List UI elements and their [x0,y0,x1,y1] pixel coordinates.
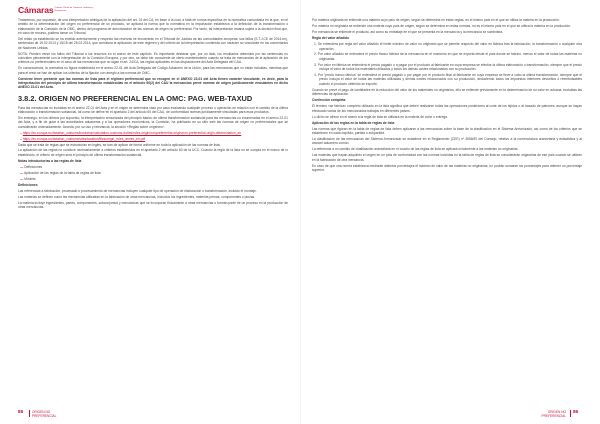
paragraph: En consecuencia, la normativa no figura establecida en el anexo 22-01 del Acta Delegada del Código Aduanero de la Unión, para las mercancías que no están incluidas, mientras que para el resto se han de aplicar los criterios de la fijación con arreglo a las normas de OMC. [18,66,288,75]
list-item: — Aplicación de las reglas de la tabla de reglas de lista [20,171,101,176]
dash-icon: — [20,165,24,170]
taxud-link[interactable]: https://ec.europa.eu/taxation_customs/business/calculation-customs-duties/rules-origin/nonpreferential-origin/non-preferential-origin-determination_en [22,130,242,135]
paragraph: Dada que se trata de reglas que se estructuran en inglés, se han de aplicar de forma uniforme en toda la aplicación de las normas de lista. [18,142,221,147]
subheading: Definiciones [18,183,38,188]
list-item: — Mínimis [20,176,36,181]
paragraph: NOTA: Pueden verse los fallos del Tribunal a los recursos en el anexo de este capítulo. Es importante destacar que, por un lado, los resultados obtenidos por las sentencias no coinciden plenamente con la interpretación de la Comisión Europea, y por otro, se debe ser consciente de cierto mantenimiento cuando se trata de mercancías de la aplicación de los criterios no preferenciales en el caso de las mercancías que no sigan el art. 24/CA, las reglas aplicables en las disposiciones del Acta Delegada del CAU. [18,51,288,65]
subheading: Confección completa [312,98,346,103]
left-column [18,18,288,211]
numbered-item: 2. Por valor añadido se entenderá el precio franco fábrica de la mercancía en el momento en que se exporta desde el país donde se fabricó, menos el valor de todas las materias no originarias. [314,52,582,61]
footer-divider [29,410,30,417]
brand-name: Cámaras [18,4,54,15]
numbered-item: 3. Por valor en fábrica se entenderá el precio pagado o a pagar por el producto al fabricante en cuya empresa se efectúe la última elaboración o transformación, siempre que el precio incluya el valor de todos los materiales utilizados y todos los demás costes relacionados con su producción. [314,62,582,72]
footer-label: ORIGEN NO PREFERENCIAL [541,410,566,418]
paragraph: Las materias que hayan adquirido el origen en un país de conformidad con las normas incluidas en la tabla de reglas de lista se considerarán originarias de ese país cuando se utilicen en la fabricación de otra mercancía. [312,153,582,162]
paragraph: La clasificación de las mercancías del Sistema Armonizado se establece en el Reglamento (CEE) nº 2658/87 del Consejo, relativo a la nomenclatura arancelaria y estadística y al arancel aduanero común. [312,137,582,146]
page-number: 86 [573,410,579,415]
paragraph: Las referencias a fabricación, procesado o procesamiento de mercancías incluyen cualquier tipo de operación de elaboración o transformación, incluido el montaje. [18,189,257,194]
right-column [312,18,582,174]
paragraph: Las normas que figuran en la tabla de reglas de lista deben aplicarse a las mercancías sobre la base de la clasificación en el Sistema Armonizado, así como de los criterios que se establecen en cada capítulo, partida o subpartida. [312,126,582,136]
paragraph: La referencia a un cambio de clasificación arancelaria en el cuadro de las reglas de lista se aplicará únicamente a las materias no originarias. [312,147,519,152]
annex-pdf-link[interactable]: https://ec.europa.eu/taxation_customs/sites/taxation/files/origin_rules_annex_en.pdf [22,136,146,141]
paragraph: Lo dicho se ofrece en el anexo a la regla de lista se utilizará en la materia de corte o entrega. [312,114,448,119]
page-number: 85 [18,410,24,415]
paragraph: Del relato ya establecido se ha emitido anteriormente y respecto las reservas se encuentran en el Tribunal de Justicia de las comunidades europeas: sus fallos (S.T.J.CE de 2014-en), sentencias de 15.02.2013 y 15/18 del 25.02.2014, que cuestiona la aplicación de este régimen y del criterio de la interpretación contenida con carácter no vinculante en los comentarios de Naciones Unidas. [18,36,288,50]
brand-tagline: Cámara Oficial de Comercio, Industria y Navegación [54,7,94,12]
numbered-item: 1. Se entenderá por regla del valor añadido el límite máximo de valor no originario que se permite respecto del valor en fábrica tras la fabricación, la transformación o cualquier otra operación. [314,42,582,51]
footer-divider [570,410,571,417]
bullet-icon: – [20,130,22,135]
paragraph: Para las mercancías no incluidas en el anexo 22-01 del Acta y en el origen se determina caso por caso evaluando cualquier proceso u operación en relación con el cambio de la última elaboración o transformación sustancial, tal como se define en el apartado 2 del artículo 60 del CAU, de conformidad normas jurídicamente vinculadas para esos productos. [18,105,288,115]
section-title: 3.8.2. ORIGEN NO PREFERENCIAL EN LA OMC: PAG. WEB-TAXUD [18,93,253,103]
paragraph: La aplicación de las reglas no conduce necesariamente a criterios establecidos en el apartado 2 del artículo 60 de la UCC. Cuando la regla de la lista no se cumpla en el marco de lo establecido, el criterio de origen será el principio de última transformación sustancial. [18,148,288,157]
camaras-logo [18,4,95,15]
paragraph: El término «se fabrica» completo utilizado en la lista significa que deben realizarse todas las operaciones posteriores al corte de los tejidos o al trazado de patrones, aunque se hayan efectuado varios de los mencionados trabajos en diferentes países. [312,104,582,113]
subheading: Aplicación de las reglas en la tabla de reglas de lista [312,120,395,125]
paragraph-emphasis: Conviene tener presente que las normas de lista para el régimen preferencial que se recogen en el ANEXO 22-01 del Acta tienen carácter vinculante, es decir, para la interpretación del principio de última transformación establecidas en el artículo 60(2) del CAU la mercancías prevé normas de origen jurídicamente vinculantes en dicho ANEXO 22-01 del Acta. [18,76,288,90]
list-item: — Definiciones [20,165,43,170]
paragraph: Las materias se definen como las mercancías utilizadas en la fabricación de otras mercancías, incluidos los ingredientes, materias primas, componentes o piezas. [18,195,256,200]
right-page [300,0,600,424]
paragraph: Trataremos, por supuesto, de una interpretación ambigua de la aplicación del art. 24 del CA, en base a la cual, a falta de norma específica en la normativa comunitaria en la que, en el ámbito de la determinación del origen no preferencial de un producto, se aplicará la norma que la normativa en la importación establezca a la definición de la transformación o elaboración de la Comisión de la OMC, dentro del programa de armonización de las normas de origen no preferencial. Por tanto, tal interpretación estaría sujeta a la decisión final que, en caso de recurso, pudiera tomar un Tribunal. [18,18,288,36]
dash-icon: — [20,176,24,181]
paragraph: Sin embargo, en los últimos por supuesto, la interpretación armonizada del principio básico de última transformación sustancial para las mercancías no enumeradas en el anexo 22-01 del Acta, y a fin de guiar a las autoridades aduaneras y a los operadores económicos, la Comisión, ha publicado en su sitio web las normas de origen no preferenciales que se considerarán ordenadamente. Acceda, por su uso y relevancia, la sección «Reglas sobre orígenes». [18,116,288,129]
subheading: Notas introductorias a las reglas de lista [18,159,82,164]
footer-label: ORIGEN NO PREFERENCIAL [32,410,57,418]
bullet-icon: – [20,136,22,141]
subheading: Regla del valor añadido [312,36,350,41]
numbered-item: 4. Por “precio franco fábrica” se entenderá el precio pagado o por pagar por el producto final al fabricante en cuya empresa se lleve a cabo la última transformación, siempre que el precio incluya el valor de todas las materias utilizadas y demás costes relacionados con su producción, deduciendo todos los impuestos interiores devueltos o reembolsables cuando el producto obtenido se exporte. [314,73,582,86]
dash-icon: — [20,171,24,176]
paragraph: Por materia originaria se entiende una materia cuyo país de origen, según se determina en estas reglas, es el mismo país en el que se utiliza la materia en la producción. [312,18,560,22]
paragraph: Por materia no originaria se entiende una materia cuyo país de origen, según se determina en estas normas, no es el mismo país en el que se utiliza la materia en la producción. [312,23,571,28]
paragraph: En caso de que una norma establezca mediante distintos porcentajes el máximo de valor de las materias no originarias, no podrán sumarse los porcentajes para obtener un porcentaje superior. [312,163,582,172]
paragraph: La materia incluye ingredientes, partes, componentes, subconjuntos y mercancías que se incorporan físicamente a otras mercancías o forman parte de un proceso en la producción de otras mercancías. [18,201,288,210]
paragraph: Por mercancía se entiende el producto, así como su embalaje en el que se presenta en la mercancía y la mercancía se suministra. [312,29,504,34]
paragraph: Cuando se prevé el pago de cantidades en la reducción del valor de los materiales no originarios, ello se entiende previamente en la determinación de su valor en aduana, excluidas las diferencias de aplicación. [312,87,582,96]
